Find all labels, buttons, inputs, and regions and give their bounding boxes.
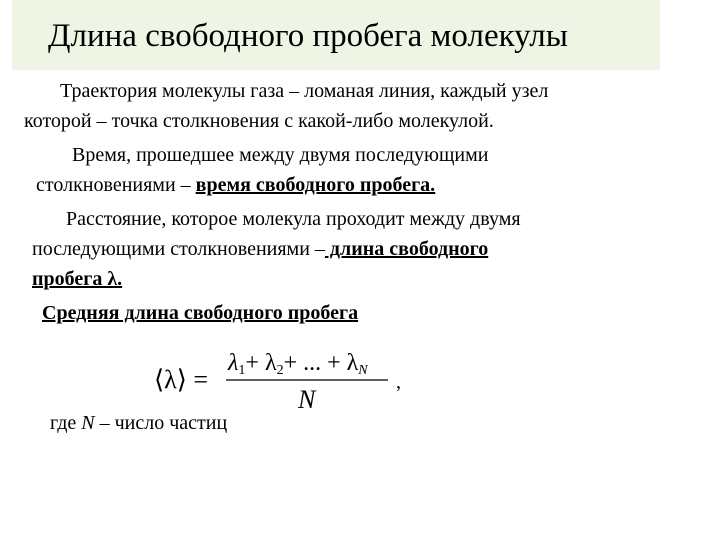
paragraph3-line2-plain: последующими столкновениями –: [32, 238, 325, 260]
paragraph1-line2: которой – точка столкновения с какой-либо молекулой.: [24, 110, 494, 132]
formula-denominator: N: [298, 385, 316, 414]
term-mean-free-path: длина свободного: [324, 238, 489, 260]
formula-sub2: 2: [276, 363, 284, 378]
paragraph2-line2: [36, 170, 435, 200]
mean-path-heading-text: Средняя длина свободного пробега: [42, 302, 359, 324]
formula-lambda1: λ: [228, 350, 239, 376]
where-var: N: [81, 412, 95, 434]
paragraph2-line2-plain: столкновениями –: [36, 174, 196, 196]
formula-lhs: ⟨λ⟩ =: [154, 365, 209, 394]
where-line: [50, 408, 227, 438]
paragraph1-line1: Траектория молекулы газа – ломаная линия, каждый узел: [60, 80, 549, 102]
where-prefix: где: [50, 412, 82, 434]
slide-title: Длина свободного пробега молекулы: [48, 18, 568, 54]
formula-subN: N: [358, 363, 368, 378]
paragraph3-line2: [32, 234, 488, 264]
where-suffix: – число частиц: [94, 412, 228, 434]
paragraph3-line3: [32, 264, 122, 294]
formula-comma: ,: [396, 371, 401, 393]
term-mean-free-path-cont: пробега λ.: [32, 268, 123, 290]
formula-sub1: 1: [238, 363, 246, 378]
formula-plus-dots-lambdaN: + ... + λ: [283, 350, 359, 376]
formula-numerator: [227, 350, 368, 378]
term-mean-free-time: время свободного пробега.: [195, 174, 436, 196]
formula-plus-lambda2: + λ: [245, 350, 277, 376]
paragraph2-line1: Время, прошедшее между двумя последующими: [72, 144, 489, 166]
mean-path-heading: [42, 298, 358, 328]
paragraph3-line1: Расстояние, которое молекула проходит между двумя: [66, 208, 521, 230]
